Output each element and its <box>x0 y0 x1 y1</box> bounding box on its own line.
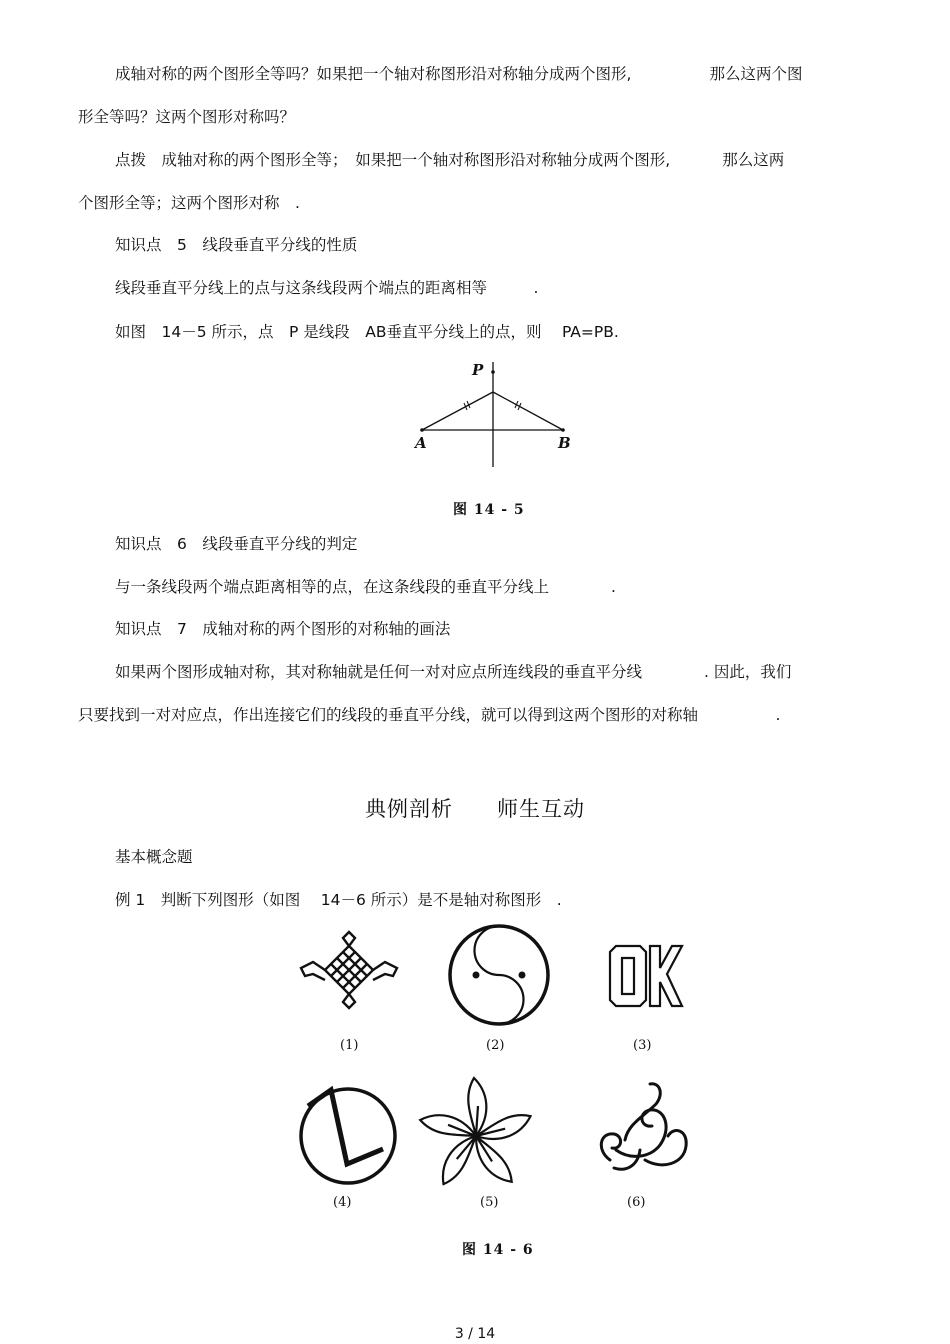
knowledge-point-7-heading: 知识点 7 成轴对称的两个图形的对称轴的画法 <box>115 620 451 638</box>
figure-label-1: (1) <box>340 1038 359 1053</box>
point-p <box>491 370 495 374</box>
section-title: 典例剖析 师生互动 <box>365 797 585 821</box>
endless-knot-figure <box>301 932 397 1008</box>
yin-yang-figure <box>450 926 548 1024</box>
paragraph-hint-line2: 个图形全等；这两个图形对称 . <box>78 194 300 212</box>
segment-pa <box>422 392 493 430</box>
segment-pb <box>493 392 563 430</box>
flower-figure <box>418 1078 534 1189</box>
label-a: A <box>415 434 427 452</box>
knowledge-point-7-line2: 只要找到一对对应点，作出连接它们的线段的垂直平分线，就可以得到这两个图形的对称轴 . <box>78 706 781 724</box>
page-number: 3 / 14 <box>454 1326 496 1342</box>
paragraph-question-line2: 形全等吗？这两个图形对称吗？ <box>78 108 296 126</box>
knowledge-point-6-text: 与一条线段两个端点距离相等的点，在这条线段的垂直平分线上 . <box>115 578 616 596</box>
paragraph-question-line1: 成轴对称的两个图形全等吗？如果把一个轴对称图形沿对称轴分成两个图形, 那么这两个图 <box>115 65 803 83</box>
figure-label-4: (4) <box>333 1195 352 1210</box>
circle-z-figure <box>301 1089 395 1183</box>
ok-figure <box>610 946 682 1006</box>
knowledge-point-5-heading: 知识点 5 线段垂直平分线的性质 <box>115 236 358 254</box>
figure-label-2: (2) <box>486 1038 505 1053</box>
basic-concept-heading: 基本概念题 <box>115 848 193 866</box>
knowledge-point-5-example: 如图 14－5 所示，点 P 是线段 AB垂直平分线上的点，则 PA=PB. <box>115 323 619 341</box>
figure-label-3: (3) <box>633 1038 652 1053</box>
point-b <box>561 428 565 432</box>
knowledge-point-7-line1: 如果两个图形成轴对称，其对称轴就是任何一对对应点所连线段的垂直平分线 . 因此，我们 <box>115 663 792 681</box>
equal-tick-marks <box>464 401 521 410</box>
knowledge-point-6-heading: 知识点 6 线段垂直平分线的判定 <box>115 535 358 553</box>
figure-14-5-caption: 图 14 - 5 <box>453 502 525 518</box>
paragraph-hint-line1: 点拨 成轴对称的两个图形全等； 如果把一个轴对称图形沿对称轴分成两个图形, 那么这两 <box>115 151 785 169</box>
perpendicular-bisector-diagram <box>422 362 563 467</box>
label-b: B <box>558 434 571 452</box>
example-1-text: 例 1 判断下列图形（如图 14－6 所示）是不是轴对称图形 . <box>115 891 562 909</box>
label-p: P <box>472 361 484 379</box>
figure-14-6-caption: 图 14 - 6 <box>462 1242 534 1258</box>
curl-ornament-figure <box>601 1084 686 1169</box>
point-a <box>420 428 424 432</box>
knowledge-point-5-text: 线段垂直平分线上的点与这条线段两个端点的距离相等 . <box>115 279 539 297</box>
figure-label-5: (5) <box>480 1195 499 1210</box>
figure-label-6: (6) <box>627 1195 646 1210</box>
